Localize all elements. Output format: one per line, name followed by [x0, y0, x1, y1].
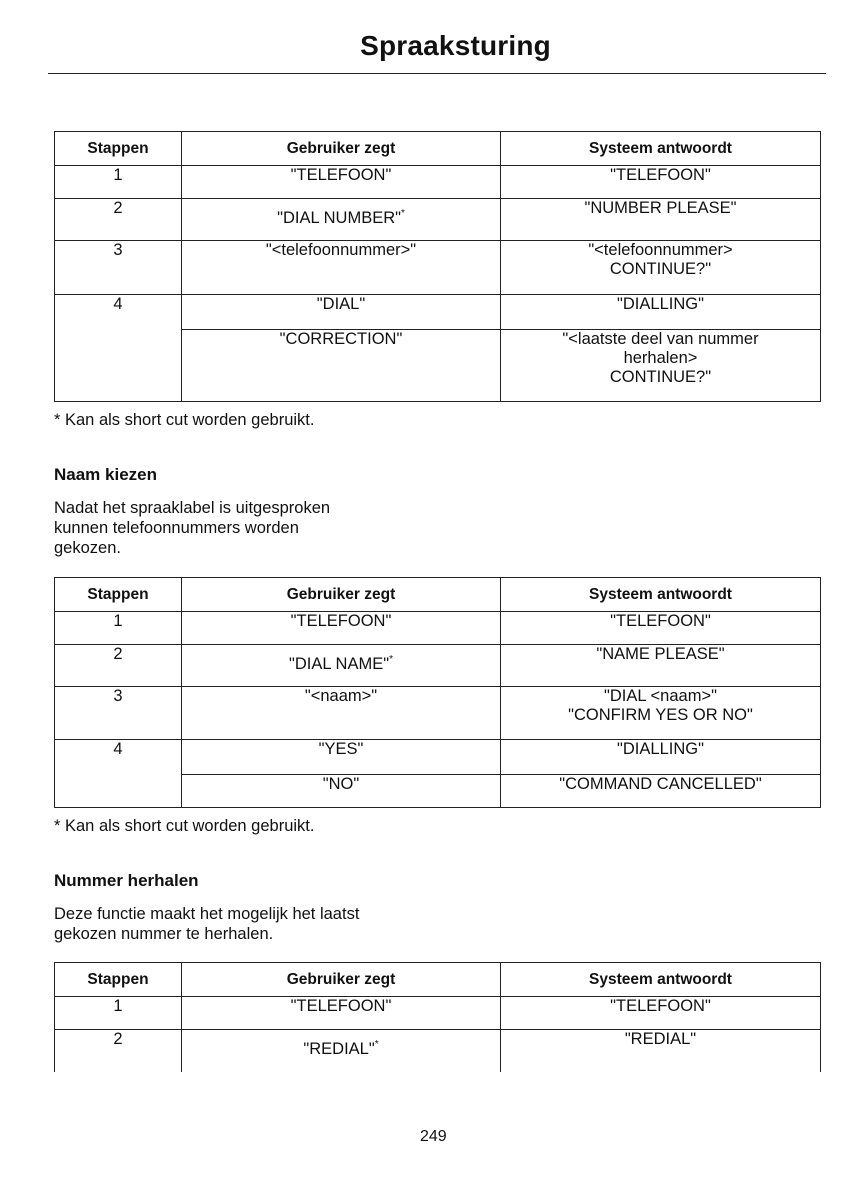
- header-system-answers: Systeem antwoordt: [501, 963, 821, 997]
- header-system-answers: Systeem antwoordt: [501, 132, 821, 166]
- system-response: "REDIAL": [501, 1030, 821, 1072]
- user-command: "YES": [182, 740, 501, 775]
- table-row: [55, 612, 821, 645]
- user-command: "DIAL NAME": [289, 655, 390, 673]
- shortcut-marker: *: [389, 654, 393, 665]
- header-user-says: Gebruiker zegt: [182, 578, 501, 612]
- system-response: "NUMBER PLEASE": [501, 199, 821, 241]
- shortcut-marker: *: [374, 1039, 379, 1050]
- redial-table: [54, 962, 821, 1072]
- dial-number-table: [54, 131, 821, 402]
- system-response: "<laatste deel van nummer herhalen> CONTINUE?": [501, 330, 821, 402]
- table-row: [55, 645, 821, 687]
- step-number: 4: [55, 295, 182, 402]
- header-user-says: Gebruiker zegt: [182, 963, 501, 997]
- system-response: "TELEFOON": [501, 166, 821, 199]
- system-response: "TELEFOON": [501, 612, 821, 645]
- system-response: "DIALLING": [501, 295, 821, 330]
- user-command: "<telefoonnummer>": [182, 241, 501, 295]
- table-row: [55, 241, 821, 295]
- header-steps: Stappen: [55, 963, 182, 997]
- header-steps: Stappen: [55, 132, 182, 166]
- section-heading-name-dial: Naam kiezen: [54, 465, 157, 484]
- section-intro-redial: Deze functie maakt het mogelijk het laatst gekozen nummer te herhalen.: [54, 905, 360, 943]
- table-row: [55, 1030, 821, 1072]
- step-number: 1: [55, 166, 182, 199]
- page-number: 249: [420, 1128, 447, 1145]
- header-user-says: Gebruiker zegt: [182, 132, 501, 166]
- section-intro-name-dial: Nadat het spraaklabel is uitgesproken kunnen telefoonnummers worden gekozen.: [54, 499, 331, 557]
- table-row: [55, 295, 821, 330]
- user-command: "DIAL NUMBER": [277, 209, 401, 227]
- table-row: [55, 740, 821, 775]
- user-command-cell: [182, 199, 501, 241]
- step-number: 2: [55, 645, 182, 687]
- system-response: "<telefoonnummer> CONTINUE?": [501, 241, 821, 295]
- step-number: 4: [55, 740, 182, 808]
- system-response: "COMMAND CANCELLED": [501, 775, 821, 808]
- user-command-cell: [182, 1030, 501, 1072]
- user-command: "CORRECTION": [182, 330, 501, 402]
- footnote: * Kan als short cut worden gebruikt.: [54, 411, 315, 429]
- header-system-answers: Systeem antwoordt: [501, 578, 821, 612]
- step-number: 2: [55, 199, 182, 241]
- system-response: "NAME PLEASE": [501, 645, 821, 687]
- table-row: [55, 997, 821, 1030]
- user-command: "TELEFOON": [182, 166, 501, 199]
- step-number: 1: [55, 612, 182, 645]
- page-title: Spraaksturing: [360, 30, 551, 61]
- table-row: [55, 199, 821, 241]
- user-command: "REDIAL": [303, 1040, 375, 1058]
- step-number: 3: [55, 241, 182, 295]
- system-response: "DIAL <naam>" "CONFIRM YES OR NO": [501, 687, 821, 740]
- step-number: 1: [55, 997, 182, 1030]
- step-number: 2: [55, 1030, 182, 1072]
- step-number: 3: [55, 687, 182, 740]
- table-row: [55, 687, 821, 740]
- footnote: * Kan als short cut worden gebruikt.: [54, 817, 315, 835]
- user-command: "DIAL": [182, 295, 501, 330]
- user-command: "<naam>": [182, 687, 501, 740]
- system-response: "DIALLING": [501, 740, 821, 775]
- dial-name-table: [54, 577, 821, 808]
- shortcut-marker: *: [400, 208, 405, 219]
- system-response: "TELEFOON": [501, 997, 821, 1030]
- table-row: [55, 166, 821, 199]
- user-command: "TELEFOON": [182, 612, 501, 645]
- title-divider: [48, 73, 826, 74]
- user-command: "TELEFOON": [182, 997, 501, 1030]
- section-heading-redial: Nummer herhalen: [54, 871, 199, 890]
- user-command: "NO": [182, 775, 501, 808]
- header-steps: Stappen: [55, 578, 182, 612]
- user-command-cell: [182, 645, 501, 687]
